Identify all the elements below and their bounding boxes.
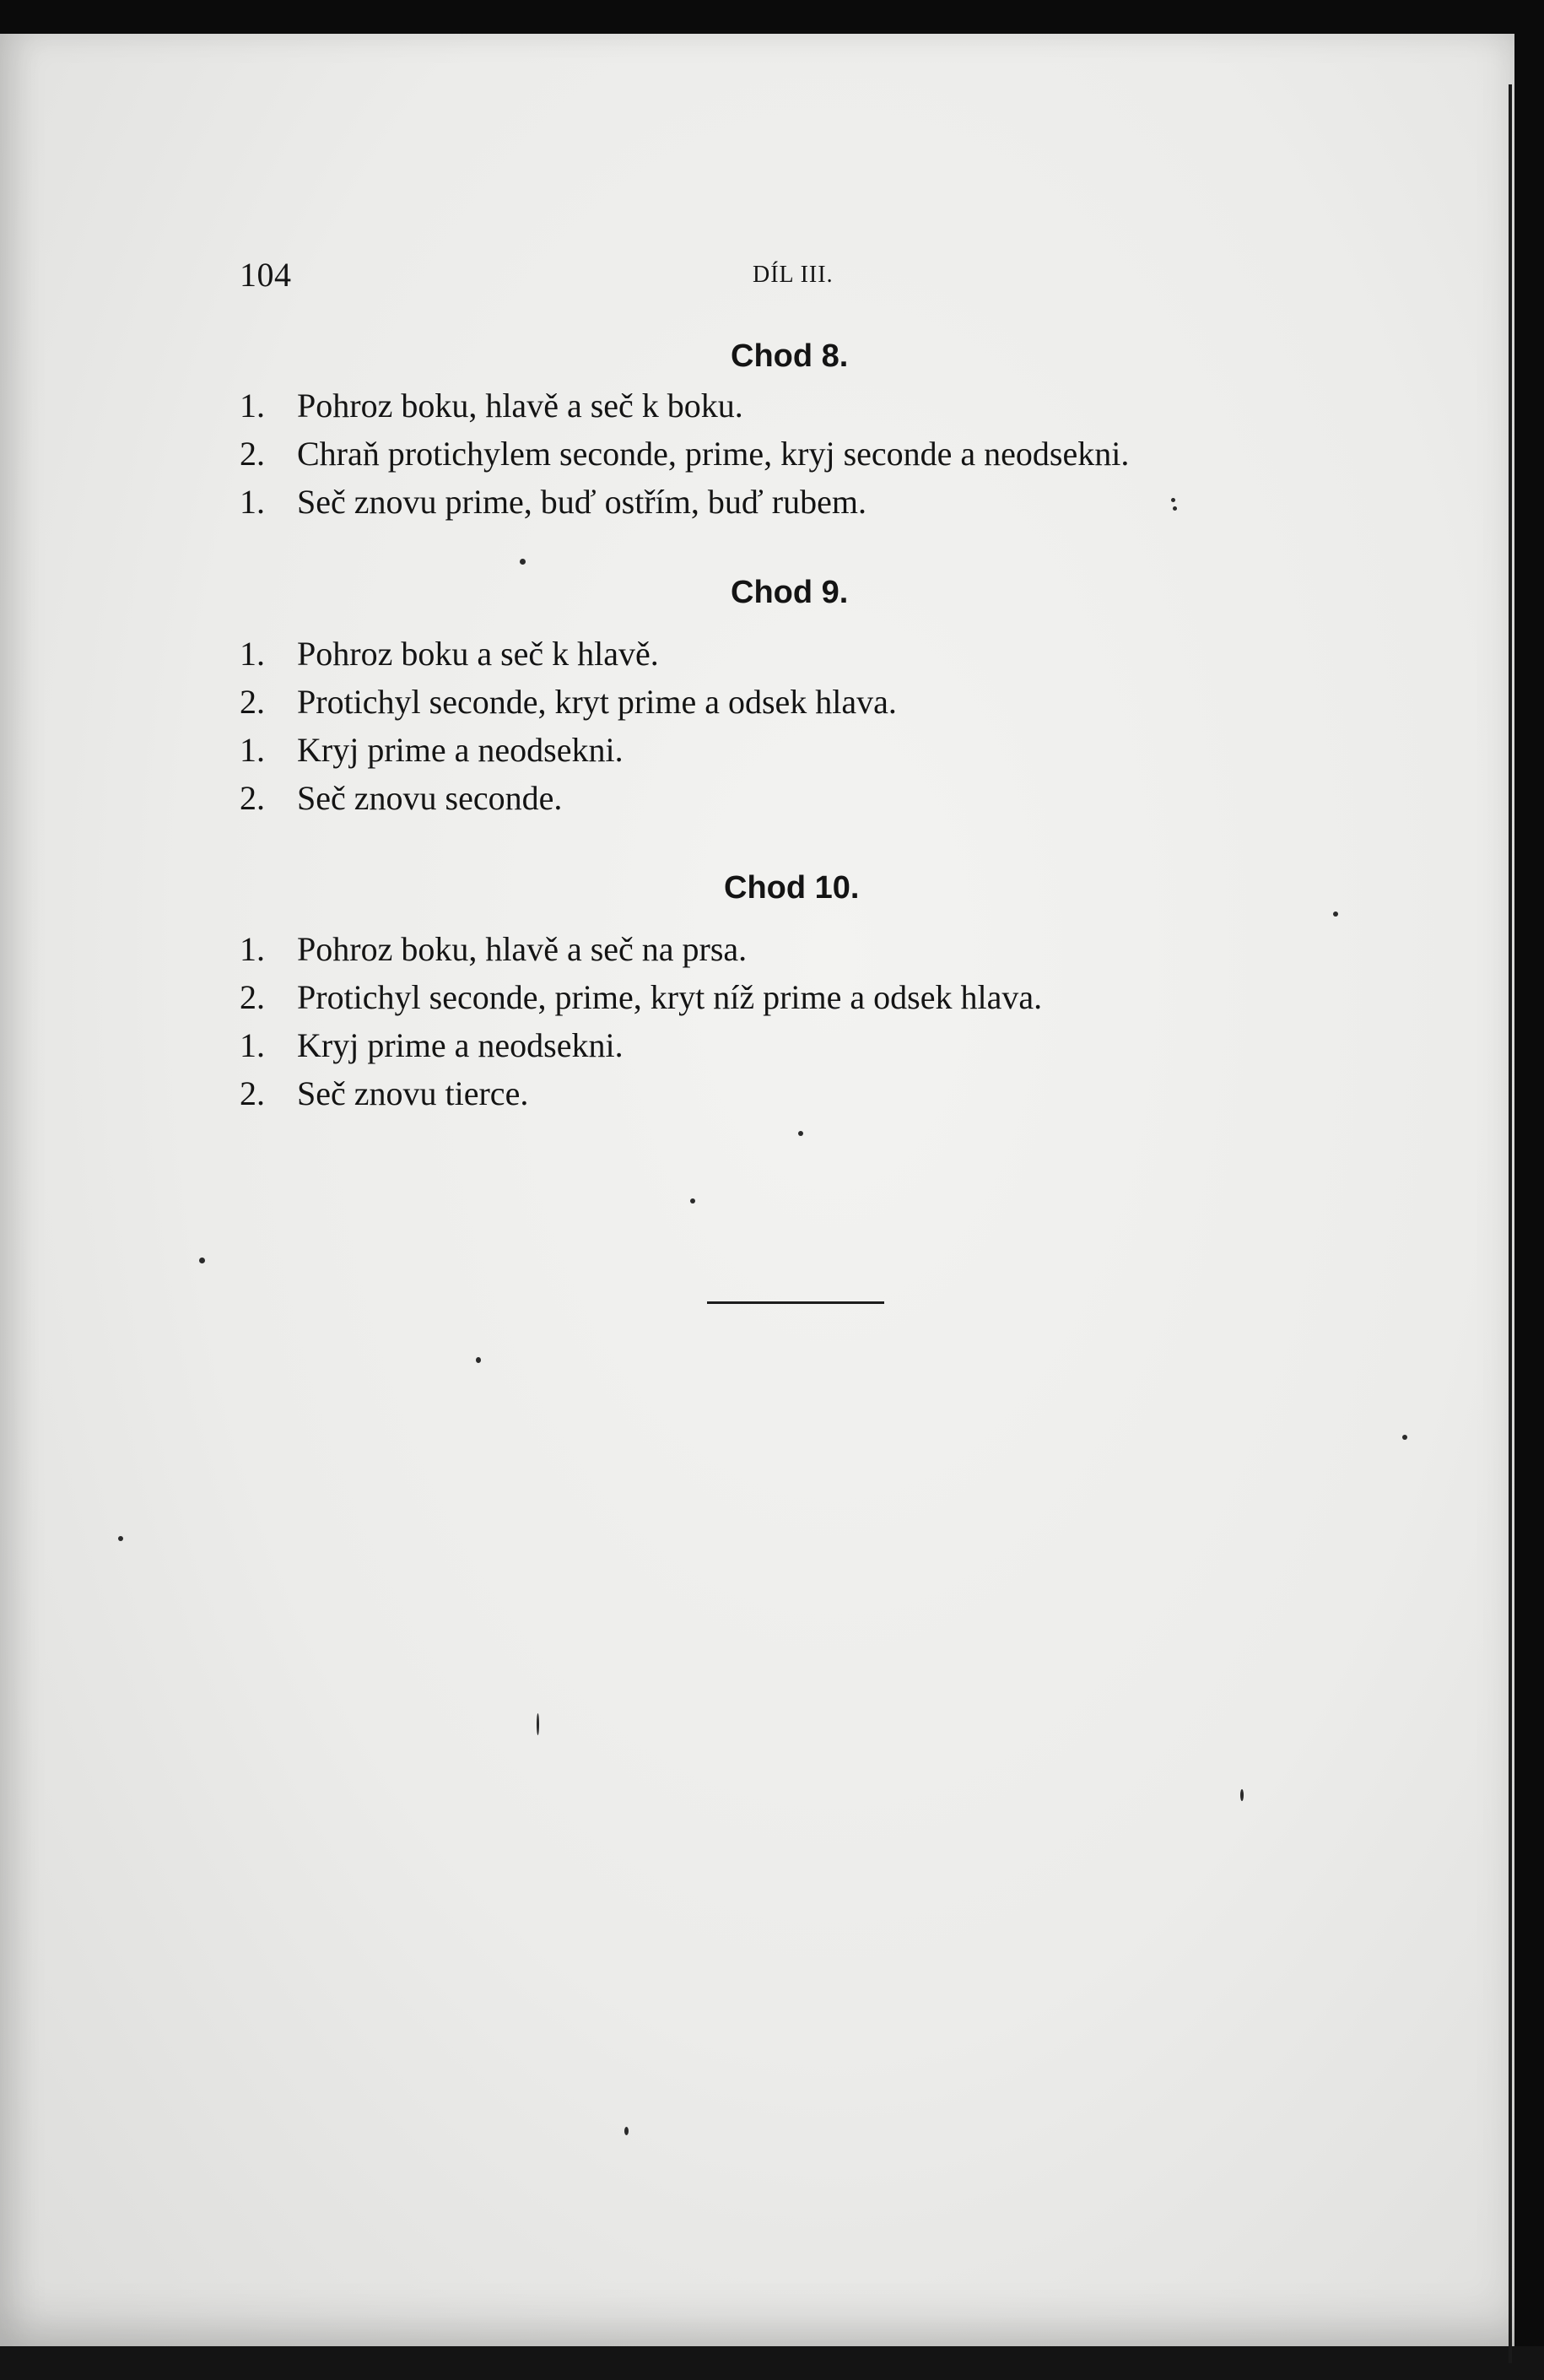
scan-border-bottom xyxy=(0,2346,1544,2380)
scan-speck xyxy=(476,1357,481,1363)
move-line xyxy=(240,630,1336,678)
line-text: Pohroz boku, hlavě a seč na prsa. xyxy=(297,930,748,968)
scan-speck xyxy=(1333,911,1338,917)
scan-speck xyxy=(1402,1435,1407,1440)
line-text: Kryj prime a neodsekni. xyxy=(297,731,624,769)
line-number: 1. xyxy=(240,483,265,521)
running-head xyxy=(240,255,881,297)
section-title: Chod 8. xyxy=(731,338,849,374)
scan-speck xyxy=(520,559,526,565)
line-text: Kryj prime a neodsekni. xyxy=(297,1026,624,1064)
move-line xyxy=(240,678,1336,726)
line-number: 1. xyxy=(240,387,265,425)
line-number: 1. xyxy=(240,1026,265,1064)
section-title: Chod 9. xyxy=(731,575,849,610)
move-line xyxy=(240,1021,1336,1069)
running-title: DÍL III. xyxy=(753,262,834,288)
page-number: 104 xyxy=(240,256,292,294)
move-line xyxy=(240,774,1336,822)
move-line xyxy=(240,1069,1336,1117)
scan-border-right xyxy=(1515,0,1544,2380)
move-line xyxy=(240,381,1336,430)
line-number: 2. xyxy=(240,779,265,817)
section-chod-10 xyxy=(240,863,1336,1117)
move-line xyxy=(240,973,1336,1021)
line-text: Seč znovu seconde. xyxy=(297,779,563,817)
line-text: Protichyl seconde, prime, kryt níž prime a odsek hlava. xyxy=(297,978,1043,1016)
line-number: 1. xyxy=(240,731,265,769)
line-number: 1. xyxy=(240,635,265,673)
scan-speck xyxy=(690,1198,695,1204)
line-text: Pohroz boku, hlavě a seč k boku. xyxy=(297,387,743,425)
line-text: Pohroz boku a seč k hlavě. xyxy=(297,635,659,673)
scan-speck xyxy=(199,1258,205,1263)
move-line xyxy=(240,726,1336,774)
section-title: Chod 10. xyxy=(724,870,860,906)
section-chod-9 xyxy=(240,567,1336,822)
line-text: Seč znovu tierce. xyxy=(297,1074,529,1112)
scan-speck xyxy=(1173,506,1177,511)
line-number: 2. xyxy=(240,978,265,1016)
line-number: 2. xyxy=(240,683,265,721)
line-text: Protichyl seconde, kryt prime a odsek hlava. xyxy=(297,683,897,721)
page-edge-shadow xyxy=(1509,84,1512,2363)
line-text: Chraň protichylem seconde, prime, kryj seconde a neodsekni. xyxy=(297,435,1130,473)
move-line xyxy=(240,430,1336,478)
move-line xyxy=(240,925,1336,973)
line-text: Seč znovu prime, buď ostřím, buď rubem. xyxy=(297,483,866,521)
section-chod-8 xyxy=(240,331,1336,526)
scan-speck xyxy=(798,1131,803,1136)
line-number: 2. xyxy=(240,435,265,473)
scan-speck xyxy=(537,1713,539,1735)
scan-speck xyxy=(1171,498,1175,502)
line-number: 2. xyxy=(240,1074,265,1112)
line-number: 1. xyxy=(240,930,265,968)
scan-speck xyxy=(1240,1789,1244,1801)
scan-speck xyxy=(118,1536,123,1541)
end-rule xyxy=(707,1301,884,1304)
scan-speck xyxy=(624,2127,629,2135)
